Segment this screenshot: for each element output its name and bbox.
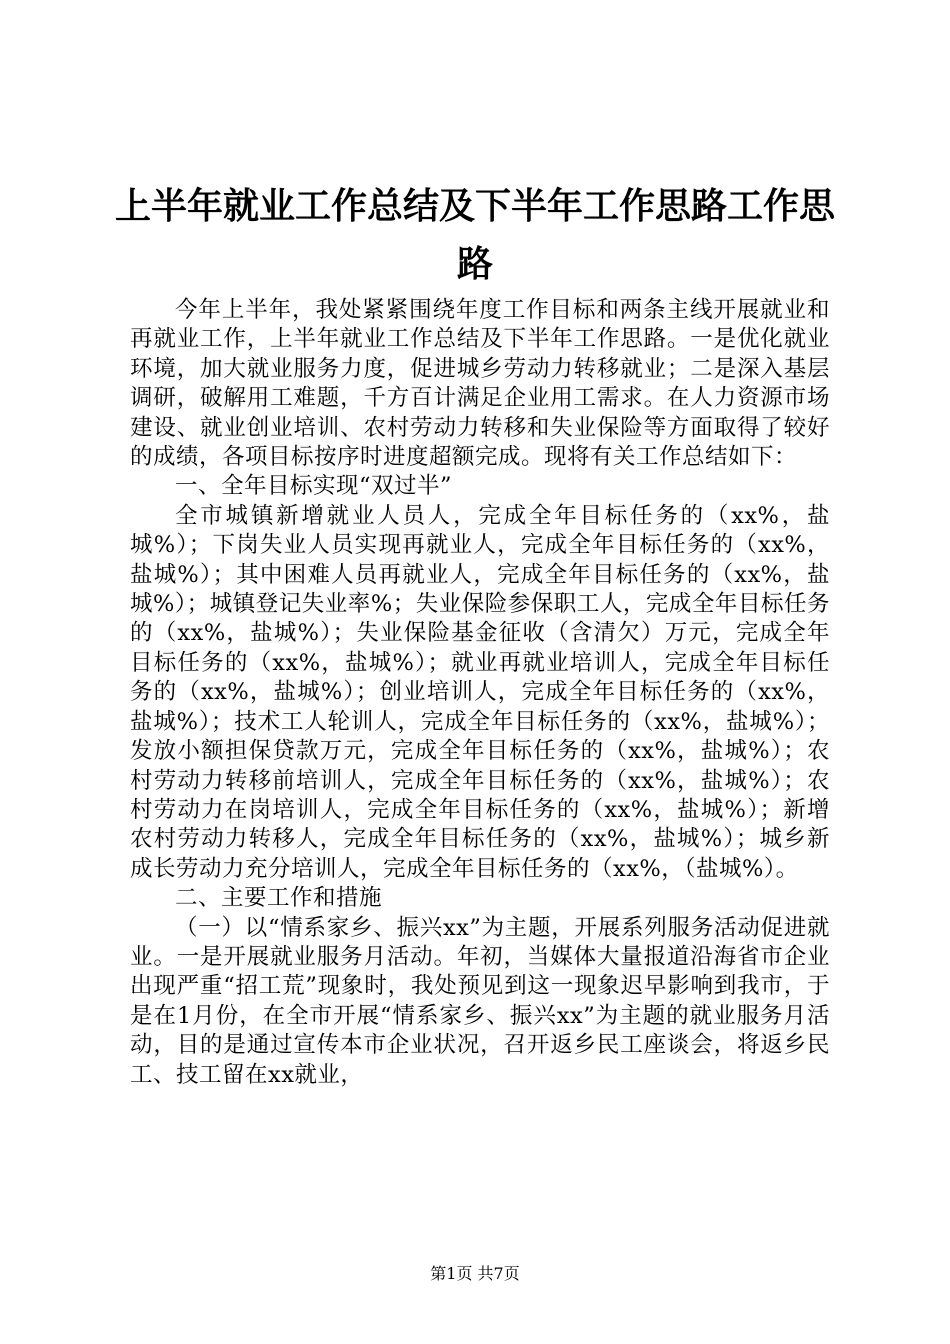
page-footer: 第1页 共7页 [430,1264,520,1283]
section-heading-2: 二、主要工作和措施 [175,885,383,912]
measures-paragraph: （一）以“情系家乡、振兴xx”为主题，开展系列服务活动促进就业。一是开展就业服务月活动。年初，当媒体大量报道沿海省市企业出现严重“招工荒”现象时，我处预见到这一现象迟早影响到我市，于是在1月份，在全市开展“情系家乡、振兴xx”为主题的就业服务月活动，目的是通过宣传本市企业状况，召开返乡民工座谈会，将返乡民工、技工留在xx就业， [130,914,830,1088]
section-heading-1: 一、全年目标实现“双过半” [175,473,453,500]
targets-paragraph: 全市城镇新增就业人员人，完成全年目标任务的（xx%，盐城%）；下岗失业人员实现再就业人，完成全年目标任务的（xx%，盐城%）；其中困难人员再就业人，完成全年目标任务的（xx%，盐城%）；城镇登记失业率%；失业保险参保职工人，完成全年目标任务的（xx%，盐城%）；失业保险基金征收（含清欠）万元，完成全年目标任务的（xx%，盐城%）；就业再就业培训人，完成全年目标任务的（xx%，盐城%）；创业培训人，完成全年目标任务的（xx%，盐城%）；技术工人轮训人，完成全年目标任务的（xx%，盐城%）；发放小额担保贷款万元，完成全年目标任务的（xx%，盐城%）；农村劳动力转移前培训人，完成全年目标任务的（xx%，盐城%）；农村劳动力在岗培训人，完成全年目标任务的（xx%，盐城%）；新增农村劳动力转移人，完成全年目标任务的（xx%，盐城%）；城乡新成长劳动力充分培训人，完成全年目标任务的（xx%，（盐城%）。 [130,502,830,882]
document-body [130,296,830,1090]
document-title: 上半年就业工作总结及下半年工作思路工作思路 [114,186,835,285]
intro-paragraph: 今年上半年，我处紧紧围绕年度工作目标和两条主线开展就业和再就业工作，上半年就业工作总结及下半年工作思路。一是优化就业环境，加大就业服务力度，促进城乡劳动力转移就业；二是深入基层调研，破解用工难题，千方百计满足企业用工需求。在人力资源市场建设、就业创业培训、农村劳动力转移和失业保险等方面取得了较好的成绩，各项目标按序时进度超额完成。现将有关工作总结如下： [130,297,830,471]
